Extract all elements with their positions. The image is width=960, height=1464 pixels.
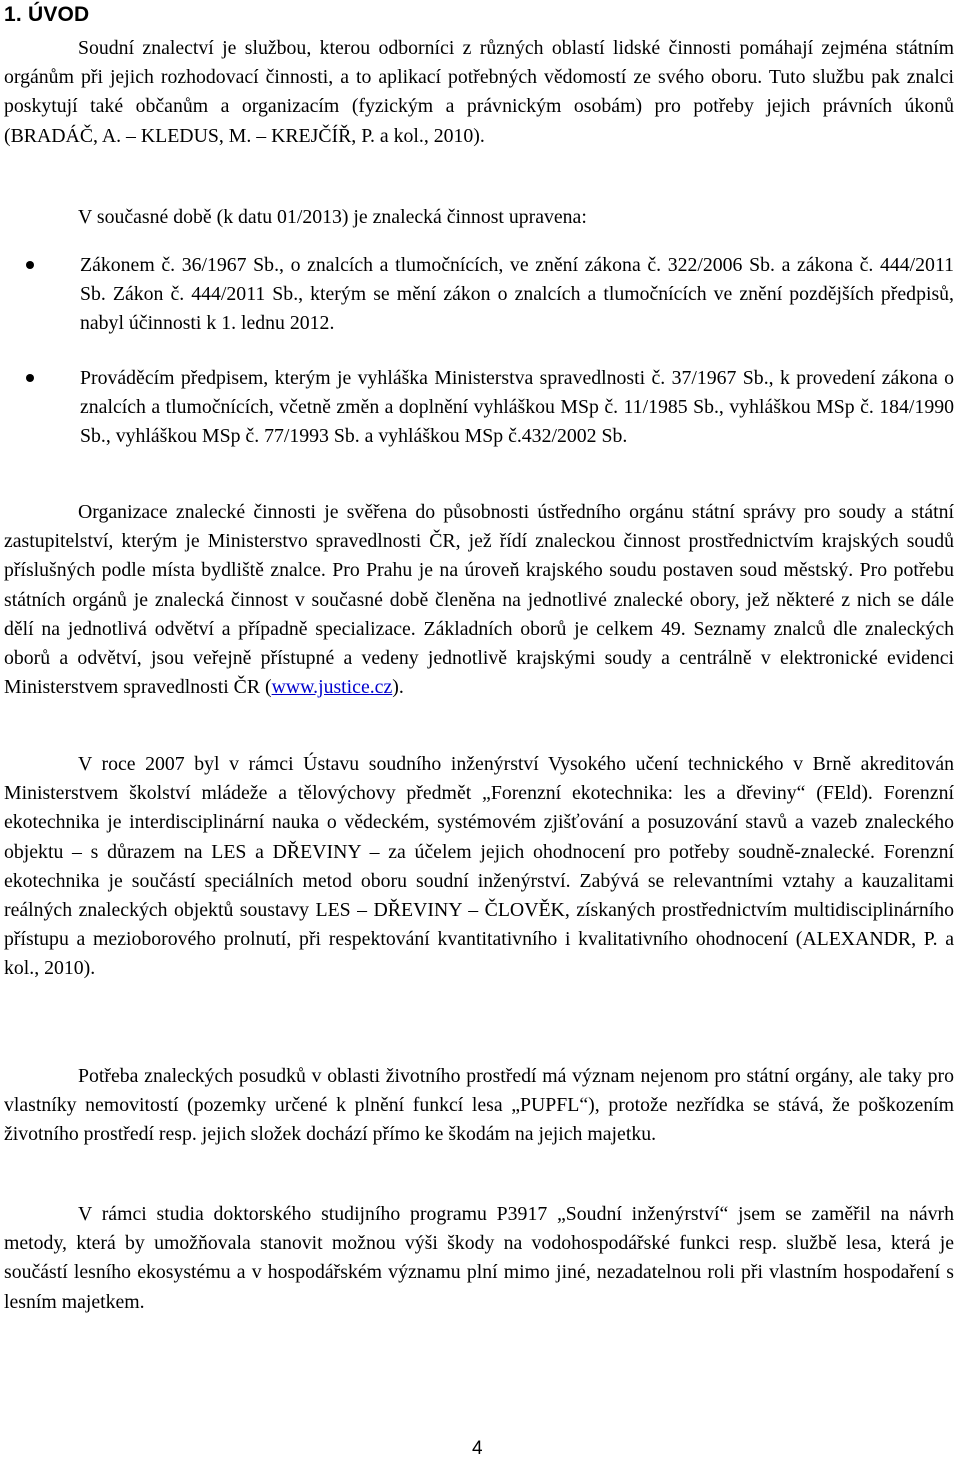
- paragraph-year-2007: V roce 2007 byl v rámci Ústavu soudního inženýrství Vysokého učení technického v Brně akreditován Ministerstvem školství mládeže a tělovýchovy předmět „Forenzní ekotechnika: les a dřeviny“ (FEld). Forenzní ekotechnika je interdisciplinární nauka o vědeckém, systémovém zjišťování a posuzování stavů a vazeb znaleckého objektu – s důrazem na LES a DŘEVINY – za účelem jejich ohodnocení pro potřeby soudně-znalecké. Forenzní ekotechnika je součástí speciálních metod oboru soudní inženýrství. Zabývá se relevantními vztahy a kauzalitami reálných znaleckých objektů soustavy LES – DŘEVINY – ČLOVĚK, získaných prostřednictvím multidisciplinárního přístupu a mezioborového prolnutí, při respektování kvantitativního i kvalitativního ohodnocení (ALEXANDR, P. a kol., 2010).: [4, 753, 954, 980]
- list-item-text: Zákonem č. 36/1967 Sb., o znalcích a tlumočnících, ve znění zákona č. 322/2006 Sb. a zákona č. 444/2011 Sb. Zákon č. 444/2011 Sb., kterým se mění zákon o znalcích a tlumočnících ve znění pozdějších předpisů, nabyl účinnosti k 1. lednu 2012.: [80, 254, 954, 335]
- list-item-text: Prováděcím předpisem, kterým je vyhláška Ministerstva spravedlnosti č. 37/1967 Sb., k provedení zákona o znalcích a tlumočnících, včetně změn a doplnění vyhláškou MSp č. 11/1985 Sb., vyhláškou MSp č. 184/1990 Sb., vyhláškou MSp č. 77/1993 Sb. a vyhláškou MSp č.432/2002 Sb.: [80, 367, 954, 448]
- section-heading: 1. ÚVOD: [4, 3, 90, 26]
- paragraph-study: V rámci studia doktorského studijního programu P3917 „Soudní inženýrství“ jsem se zaměřil na návrh metody, která by umožňovala stanovit možnou výši škody na vodohospodářské funkci resp. službě lesa, která je součástí lesního ekosystému a v hospodářském významu plní mimo jiné, nezadatelnou roli při vlastním hospodaření s lesním majetkem.: [4, 1203, 954, 1313]
- paragraph-current-state: V současné době (k datu 01/2013) je znalecká činnost upravena:: [78, 206, 587, 228]
- justice-link[interactable]: www.justice.cz: [271, 676, 393, 699]
- paragraph-need: Potřeba znaleckých posudků v oblasti životního prostředí má význam nejenom pro státní orgány, ale taky pro vlastníky nemovitostí (pozemky určené k plnění funkcí lesa „PUPFL“), protože nezřídka se stává, že poškozením životního prostředí resp. jejich složek dochází přímo ke škodám na jejich majetku.: [4, 1065, 954, 1146]
- bullet-icon: [26, 261, 34, 269]
- organization-text-end: ).: [392, 676, 404, 699]
- organization-text: Organizace znalecké činnosti je svěřena do působnosti ústředního orgánu státní správy pro soudy a státní zastupitelství, kterým je Ministerstvo spravedlnosti ČR, jež řídí znaleckou činnost prostřednictvím krajských soudů příslušných podle místa bydliště znalce. Pro Prahu je na úroveň krajského soudu postaven soud městský. Pro potřebu státních orgánů je znalecká činnost v současné době členěna na jednotlivé znalecké obory, jež některé z nich se dále dělí na jednotlivá odvětví a případně specializace. Základních oborů je celkem 49. Seznamy znalců dle znaleckých oborů a odvětví, jsou veřejně přístupné a vedeny jednotlivě krajskými soudy a centrálně v elektronické evidenci Ministerstvem spravedlnosti ČR (: [4, 501, 954, 699]
- page-number: 4: [472, 1438, 483, 1459]
- bullet-icon: [26, 374, 34, 382]
- paragraph-organization: [4, 498, 954, 702]
- paragraph-intro: Soudní znalectví je službou, kterou odborníci z různých oblastí lidské činnosti pomáhají zejména státním orgánům při jejich rozhodovací činnosti, a to aplikací potřebných vědomostí ze svého oboru. Tuto službu pak znalci poskytují také občanům a organizacím (fyzickým a právnickým osobám) pro potřeby jejich právních úkonů (BRADÁČ, A. – KLEDUS, M. – KREJČÍŘ, P. a kol., 2010).: [4, 37, 954, 147]
